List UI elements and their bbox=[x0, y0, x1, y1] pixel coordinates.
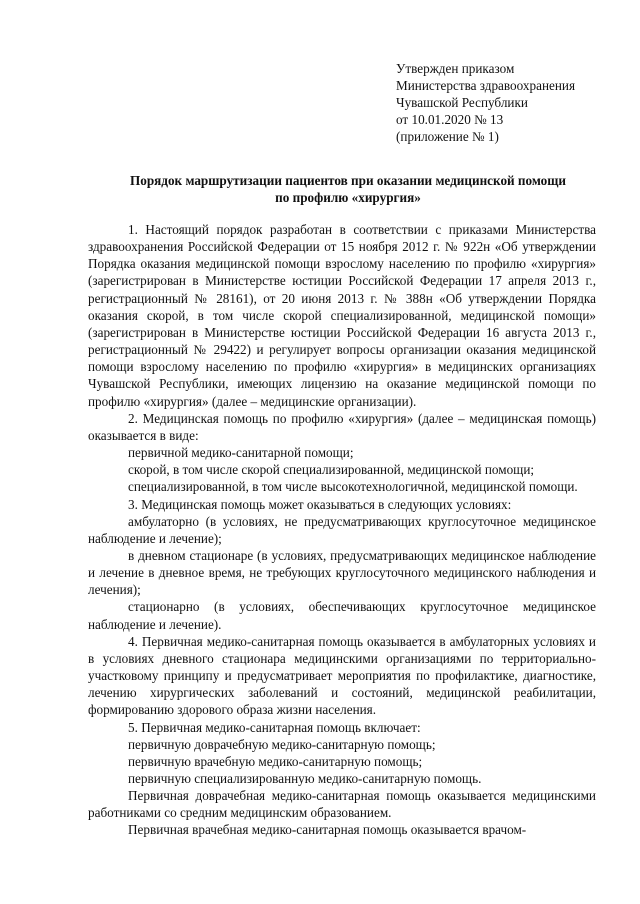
paragraph: Первичная врачебная медико-санитарная помощь оказывается врачом- bbox=[128, 822, 527, 838]
document-title bbox=[88, 172, 608, 206]
paragraph: в дневном стационаре (в условиях, предусматривающих медицинское наблюдение и лечение в дневное время, не требующих круглосуточного медицинского наблюдения и лечения); bbox=[88, 547, 596, 598]
paragraph: стационарно (в условиях, обеспечивающих круглосуточное медицинское наблюдение и лечение). bbox=[88, 599, 596, 632]
paragraph: 1. Настоящий порядок разработан в соответствии с приказами Министерства здравоохранения Российской Федерации от 15 ноября 2012 г. № 922н «Об утверждении Порядка оказания медицинской помощи взрослому населению по профилю «хирургия» (зарегистрирован в Министерстве юстиции Российской Федерации 17 апреля 2013 г., регистрационный № 28161), от 20 июня 2013 г. № 388н «Об утверждении Порядка оказания скорой, в том числе скорой специализированной, медицинской помощи» (зарегистрирован в Министерстве юстиции Российской Федерации 16 августа 2013 г., регистрационный № 29422) и регулирует вопросы организации оказания медицинской помощи взрослому населению по профилю «хирургия» в медицинских организациях Чувашской Республики, имеющих лицензию на оказание медицинской помощи по профилю «хирургия» (далее – медицинские организации). bbox=[88, 222, 596, 409]
approval-stamp bbox=[396, 60, 616, 145]
paragraph: первичную специализированную медико-санитарную помощь. bbox=[128, 771, 482, 786]
approval-line: от 10.01.2020 № 13 bbox=[396, 112, 504, 127]
paragraph: первичную врачебную медико-санитарную помощь; bbox=[128, 753, 423, 769]
paragraph: первичной медико-санитарной помощи; bbox=[128, 445, 354, 461]
paragraph: скорой, в том числе скорой специализированной, медицинской помощи; bbox=[128, 462, 535, 478]
paragraph: Первичная доврачебная медико-санитарная помощь оказывается медицинскими работниками со средним медицинским образованием. bbox=[88, 788, 596, 821]
title-line: Порядок маршрутизации пациентов при оказании медицинской помощи bbox=[129, 173, 567, 188]
approval-line: Министерства здравоохранения bbox=[396, 78, 576, 93]
paragraph: 5. Первичная медико-санитарная помощь включает: bbox=[128, 719, 421, 735]
approval-line: (приложение № 1) bbox=[396, 129, 499, 144]
title-line: по профилю «хирургия» bbox=[275, 190, 421, 205]
paragraph: 3. Медицинская помощь может оказываться в следующих условиях: bbox=[128, 496, 512, 512]
paragraph: 4. Первичная медико-санитарная помощь оказывается в амбулаторных условиях и в условиях дневного стационара медицинскими организациями по территориально-участковому принципу и предусматривает мероприятия по профилактике, диагностике, лечению хирургических заболеваний и состояний, медицинской реабилитации, формированию здорового образа жизни населения. bbox=[88, 633, 596, 718]
paragraph: 2. Медицинская помощь по профилю «хирургия» (далее – медицинская помощь) оказывается в виде: bbox=[88, 410, 596, 443]
approval-line: Чувашской Республики bbox=[396, 95, 528, 110]
paragraph: амбулаторно (в условиях, не предусматривающих круглосуточное медицинское наблюдение и лечение); bbox=[88, 513, 596, 546]
document-body bbox=[88, 221, 596, 839]
paragraph: специализированной, в том числе высокотехнологичной, медицинской помощи. bbox=[128, 479, 578, 495]
paragraph: первичную доврачебную медико-санитарную помощь; bbox=[128, 736, 436, 752]
approval-line: Утвержден приказом bbox=[396, 61, 515, 76]
